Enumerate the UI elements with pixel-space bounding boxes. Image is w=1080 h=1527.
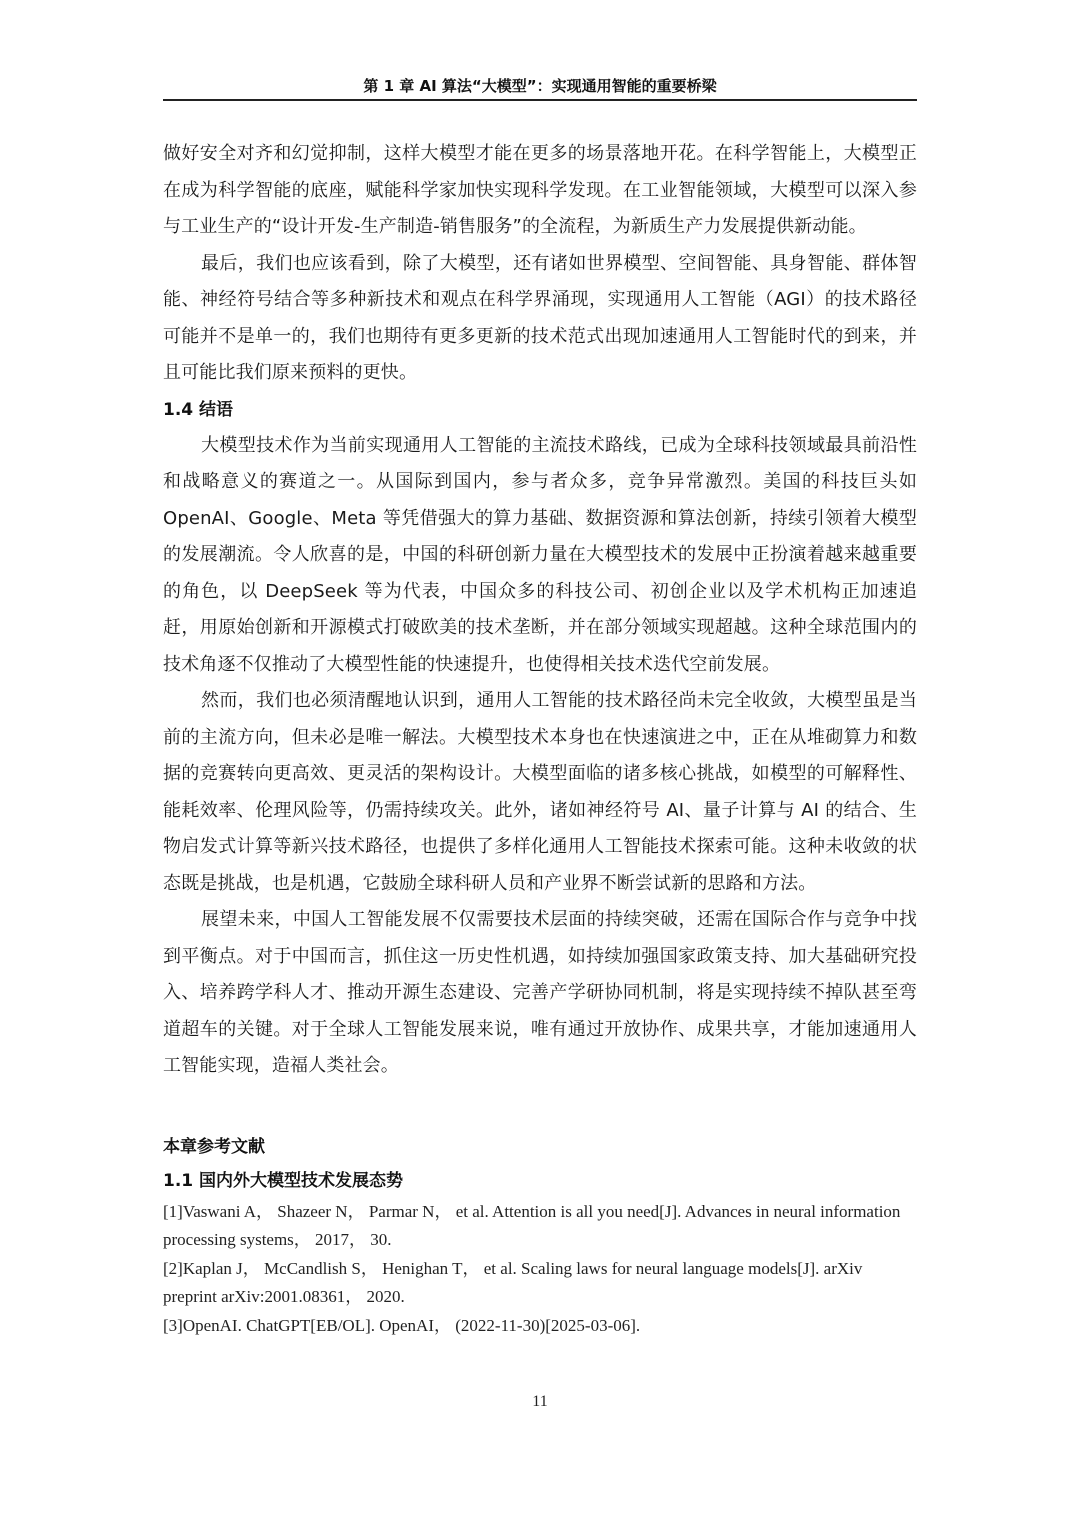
section-spacer	[163, 1085, 917, 1130]
paragraph: 然而，我们也必须清醒地认识到，通用人工智能的技术路径尚未完全收敛，大模型虽是当前的主流方向，但未必是唯一解法。大模型技术本身也在快速演进之中，正在从堆砌算力和数据的竞赛转向更高效、更灵活的架构设计。大模型面临的诸多核心挑战，如模型的可解释性、能耗效率、伦理风险等，仍需持续攻关。此外，诸如神经符号 AI、量子计算与 AI 的结合、生物启发式计算等新兴技术路径，也提供了多样化通用人工智能技术探索可能。这种未收敛的状态既是挑战，也是机遇，它鼓励全球科研人员和产业界不断尝试新的思路和方法。	[163, 690, 917, 894]
paragraph: 做好安全对齐和幻觉抑制，这样大模型才能在更多的场景落地开花。在科学智能上，大模型正在成为科学智能的底座，赋能科学家加快实现科学发现。在工业智能领域，大模型可以深入参与工业生产的“设计开发-生产制造-销售服务”的全流程，为新质生产力发展提供新动能。	[163, 143, 917, 237]
reference-item: [1]Vaswani A， Shazeer N， Parmar N， et al. Attention is all you need[J]. Advances in neural information processing systems， 2017， 30.	[163, 1201, 901, 1249]
reference-item: [2]Kaplan J， McCandlish S， Henighan T， et al. Scaling laws for neural language models[J]. arXiv preprint arXiv:2001.08361， 2020.	[163, 1258, 863, 1306]
references-subsection: 1.1 国内外大模型技术发展态势	[163, 1170, 404, 1191]
references-title: 本章参考文献	[163, 1136, 265, 1157]
page-number: 11	[532, 1393, 548, 1410]
paragraph: 最后，我们也应该看到，除了大模型，还有诸如世界模型、空间智能、具身智能、群体智能、神经符号结合等多种新技术和观点在科学界涌现，实现通用人工智能（AGI）的技术路径可能并不是单一的，我们也期待有更多更新的技术范式出现加速通用人工智能时代的到来，并且可能比我们原来预料的更快。	[163, 252, 917, 383]
paragraph: 展望未来，中国人工智能发展不仅需要技术层面的持续突破，还需在国际合作与竞争中找到平衡点。对于中国而言，抓住这一历史性机遇，如持续加强国家政策支持、加大基础研究投入、培养跨学科人才、推动开源生态建设、完善产学研协同机制，将是实现持续不掉队甚至弯道超车的关键。对于全球人工智能发展来说，唯有通过开放协作、成果共享，才能加速通用人工智能实现，造福人类社会。	[163, 909, 917, 1076]
header-rule	[163, 99, 917, 101]
reference-item: [3]OpenAI. ChatGPT[EB/OL]. OpenAI， (2022-11-30)[2025-03-06].	[163, 1315, 641, 1335]
running-header: 第 1 章 AI 算法“大模型”：实现通用智能的重要桥梁	[363, 77, 717, 95]
page-body	[163, 136, 917, 1340]
section-heading: 1.4 结语	[163, 399, 234, 420]
paragraph: 大模型技术作为当前实现通用人工智能的主流技术路线，已成为全球科技领域最具前沿性和战略意义的赛道之一。从国际到国内，参与者众多，竞争异常激烈。美国的科技巨头如 OpenAI、Google、Meta 等凭借强大的算力基础、数据资源和算法创新，持续引领着大模型的发展潮流。令人欣喜的是，中国的科研创新力量在大模型技术的发展中正扮演着越来越重要的角色，以 DeepSeek 等为代表，中国众多的科技公司、初创企业以及学术机构正加速追赶，用原始创新和开源模式打破欧美的技术垄断，并在部分领域实现超越。这种全球范围内的技术角逐不仅推动了大模型性能的快速提升，也使得相关技术迭代空前发展。	[163, 434, 917, 675]
